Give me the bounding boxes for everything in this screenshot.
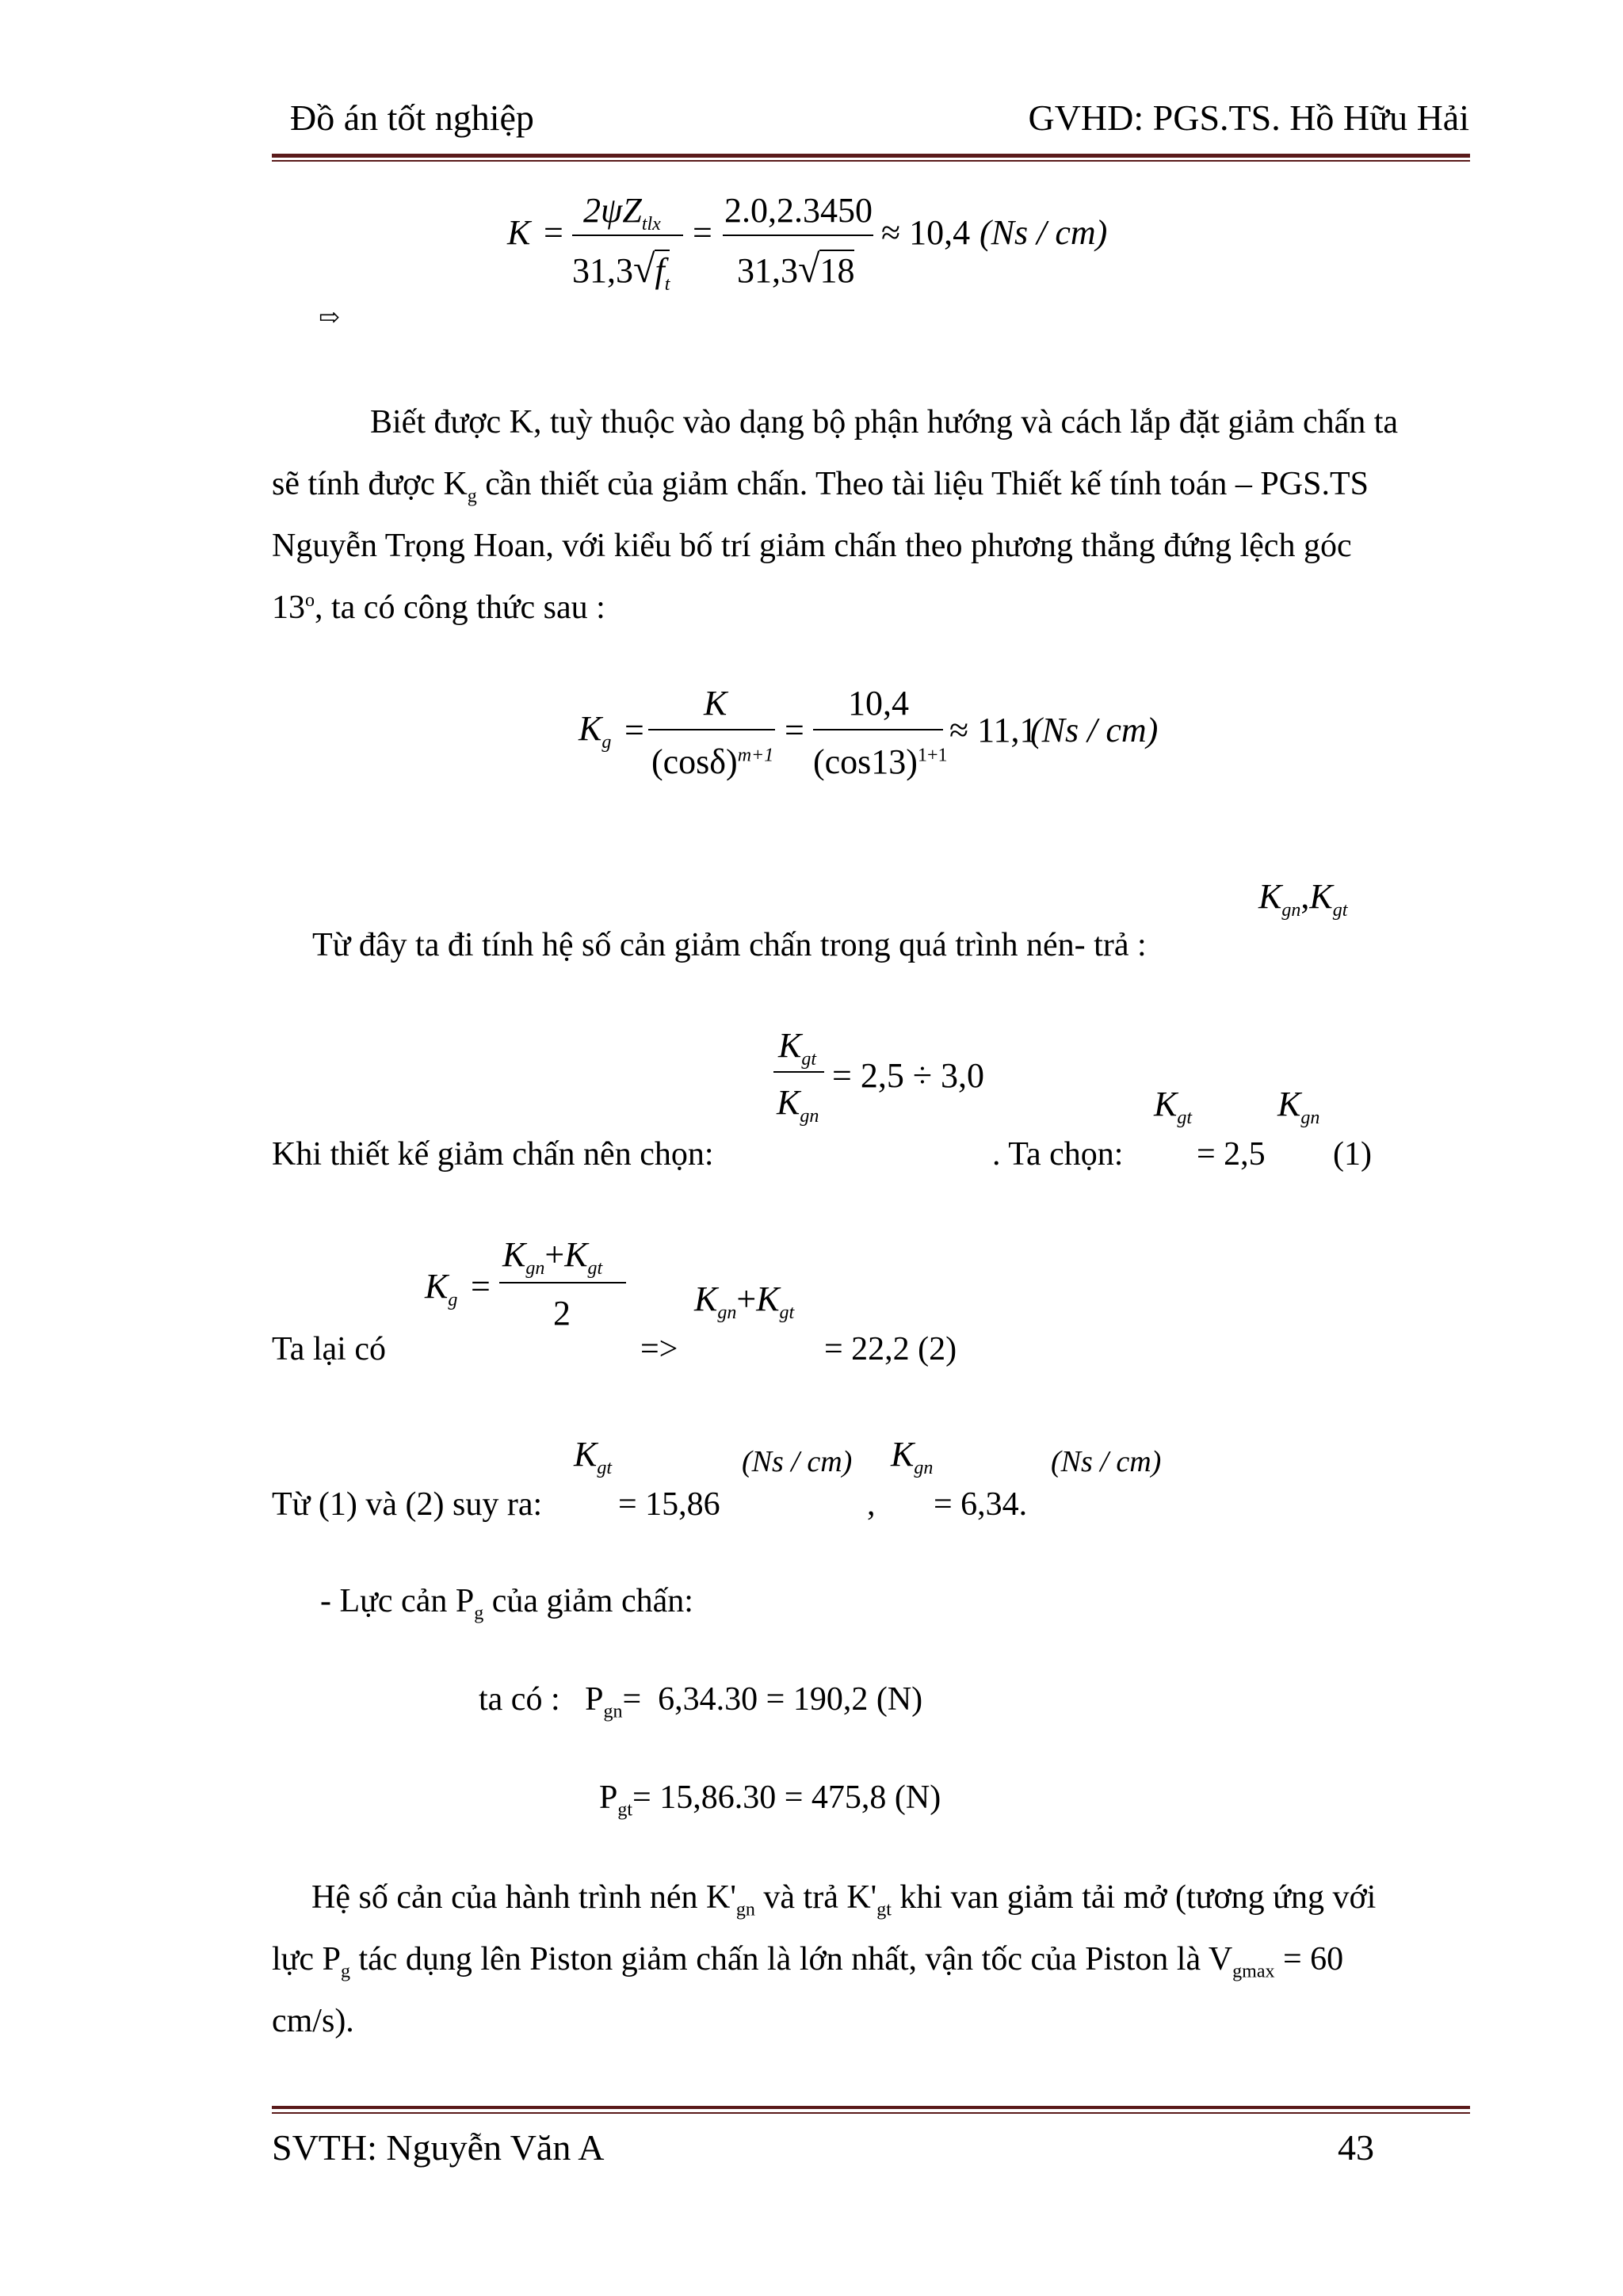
- footer-rule-thin: [272, 2112, 1470, 2114]
- page-number: 43: [1338, 2127, 1374, 2168]
- pgt-line: $P_{gt}= 15,86.30 = 475,8$ (N): [599, 1779, 941, 1821]
- paragraph-piston: Hệ số cản của hành trình nén $K'_{gn}$ và trả $K'_{gt}$ khi van giảm tải mở (tương ứng với lực $P_g$ tác dụng lên Piston giảm chấn là lớn nhất, vận tốc của Piston là $V_{gmax} = 60$ cm/s).: [272, 1879, 1377, 2039]
- bullet-damping-force: - Lực cản $P_g$ của giảm chấn:: [320, 1583, 693, 1624]
- header-rule-thin: [272, 160, 1470, 162]
- kgn-kgt-label: $K_{gn},K_{gt}$: [1258, 877, 1348, 921]
- paragraph-coefficients: Từ đây ta đi tính hệ số cản giảm chấn trong quá trình nén- trả :: [312, 927, 1147, 963]
- header-title: Đồ án tốt nghiệp: [290, 97, 534, 138]
- footer-student: SVTH: Nguyễn Văn A: [272, 2127, 605, 2168]
- header-advisor: GVHD: PGS.TS. Hồ Hữu Hải: [1028, 97, 1469, 138]
- paragraph-intro: Biết được K, tuỳ thuộc vào dạng bộ phận hướng và cách lắp đặt giảm chấn ta sẽ tính được $K_g$ cần thiết của giảm chấn. Theo tài liệu Thiết kế tính toán – PGS.TS Nguyễn Trọng Hoan, với kiểu bố trí giảm chấn theo phương thẳng đứng lệch góc 13$^o$, ta có công thức sau :: [272, 404, 1399, 626]
- pgn-line: ta có : $P_{gn}= 6,34.30 = 190,2$ (N): [479, 1681, 923, 1722]
- arrow-icon: ⇨: [319, 303, 340, 331]
- header-rule: [272, 154, 1470, 158]
- footer-rule: [272, 2106, 1470, 2109]
